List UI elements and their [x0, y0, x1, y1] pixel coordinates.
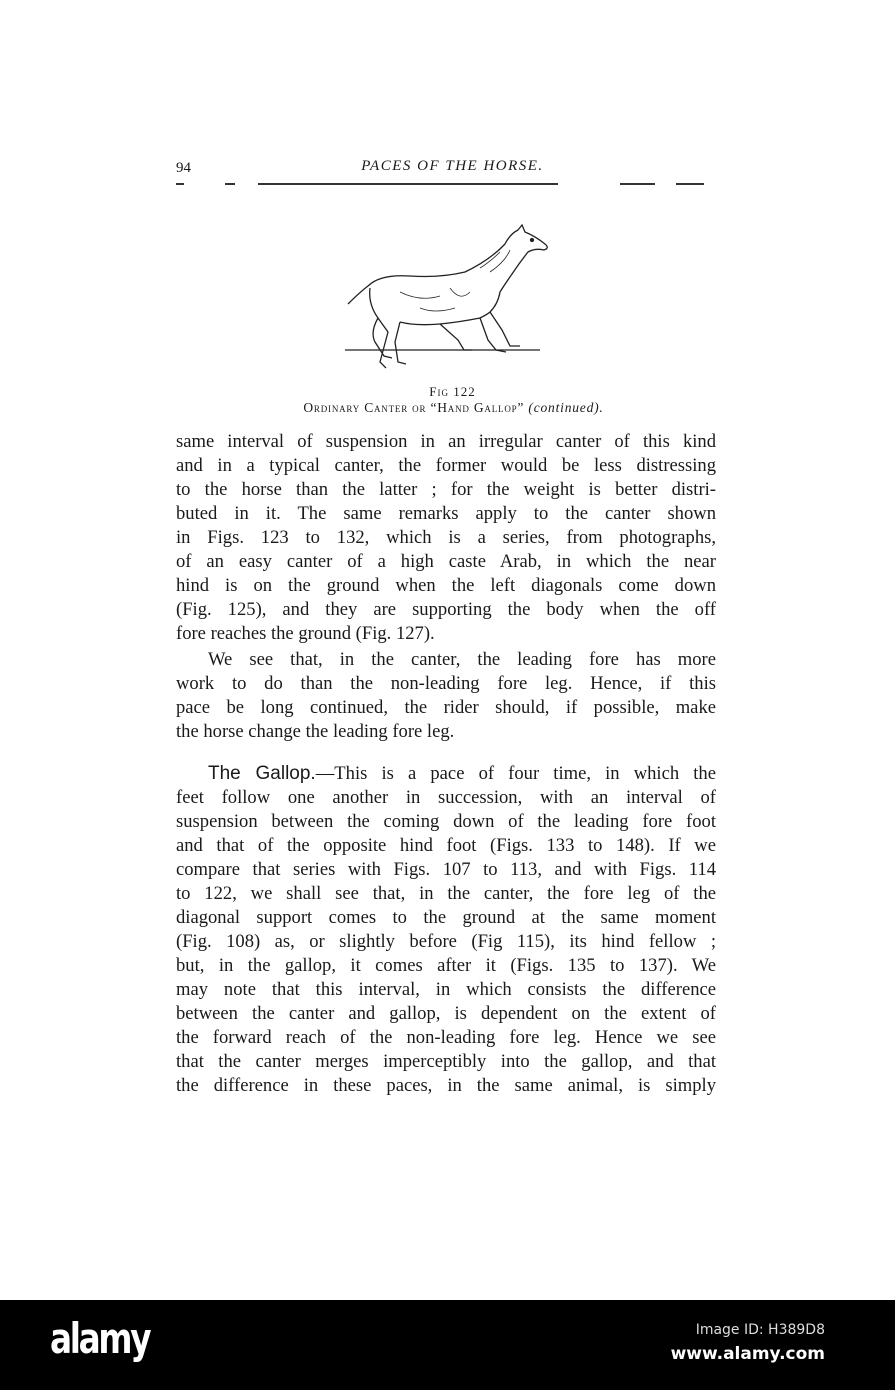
- section-heading: The Gallop.: [208, 763, 316, 784]
- running-title: PACES OF THE HORSE.: [361, 158, 544, 174]
- watermark-url: www.alamy.com: [670, 1344, 825, 1364]
- text-line: between the canter and gallop, is dependent on the extent of: [176, 1003, 716, 1024]
- alamy-logo: alamy: [50, 1314, 150, 1363]
- text-line: The Gallop.—This is a pace of four time, in which the: [208, 763, 716, 784]
- text-line: the difference in these paces, in the same animal, is simply: [176, 1075, 716, 1096]
- text-line: work to do than the non-leading fore leg. Hence, if this: [176, 673, 716, 694]
- text-line: pace be long continued, the rider should, if possible, make: [176, 697, 716, 718]
- text-line: in Figs. 123 to 132, which is a series, from photographs,: [176, 527, 716, 548]
- horse-illustration: [340, 222, 555, 382]
- page-number: 94: [176, 160, 191, 176]
- text-line: buted in it. The same remarks apply to the canter shown: [176, 503, 716, 524]
- text-line: of an easy canter of a high caste Arab, in which the near: [176, 551, 716, 572]
- watermark-bar: [0, 1300, 895, 1390]
- text-line: feet follow one another in succession, with an interval of: [176, 787, 716, 808]
- text-line: may note that this interval, in which consists the difference: [176, 979, 716, 1000]
- text-line: diagonal support comes to the ground at the same moment: [176, 907, 716, 928]
- text-line: suspension between the coming down of the leading fore foot: [176, 811, 716, 832]
- text-line: fore reaches the ground (Fig. 127).: [176, 623, 435, 644]
- text-line: the horse change the leading fore leg.: [176, 721, 455, 742]
- figure-number: Fig 122: [429, 384, 476, 399]
- text-line: and in a typical canter, the former would be less distressing: [176, 455, 716, 476]
- text-line: compare that series with Figs. 107 to 113, and with Figs. 114: [176, 859, 716, 880]
- text-line: that the canter merges imperceptibly into the gallop, and that: [176, 1051, 716, 1072]
- figure-caption: Ordinary Canter or “Hand Gallop” (continued).: [303, 400, 604, 415]
- text-line: (Fig. 108) as, or slightly before (Fig 115), its hind fellow ;: [176, 931, 716, 952]
- text-line: the forward reach of the non-leading fore leg. Hence we see: [176, 1027, 716, 1048]
- text-line: and that of the opposite hind foot (Figs. 133 to 148). If we: [176, 835, 716, 856]
- text-line: same interval of suspension in an irregular canter of this kind: [176, 431, 716, 452]
- text-line: but, in the gallop, it comes after it (Figs. 135 to 137). We: [176, 955, 716, 976]
- image-id: Image ID: H389D8: [695, 1322, 825, 1338]
- text-line: (Fig. 125), and they are supporting the body when the off: [176, 599, 716, 620]
- text-line: to the horse than the latter ; for the weight is better distri-: [176, 479, 716, 500]
- text-line: to 122, we shall see that, in the canter, the fore leg of the: [176, 883, 716, 904]
- text-line: hind is on the ground when the left diagonals come down: [176, 575, 716, 596]
- text-line: We see that, in the canter, the leading fore has more: [208, 649, 716, 670]
